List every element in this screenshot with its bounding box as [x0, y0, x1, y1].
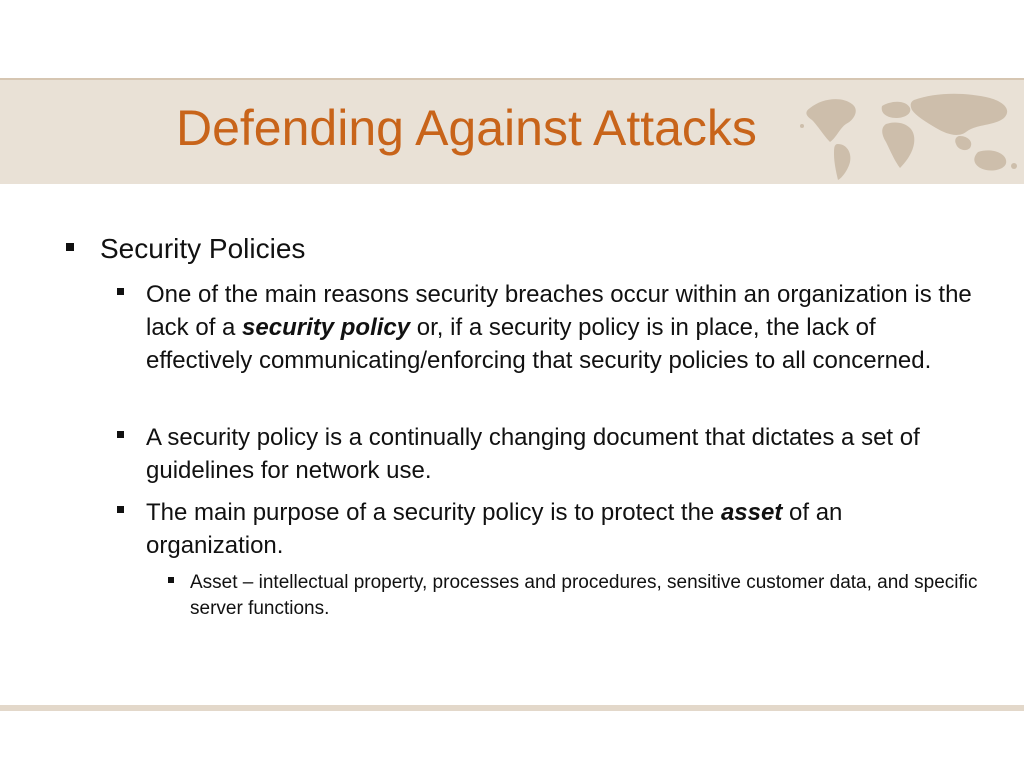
square-bullet-icon — [66, 243, 74, 251]
point-3-before: The main purpose of a security policy is to protect the — [146, 499, 721, 526]
bullet-point-3 — [146, 496, 981, 562]
bullet-point-1 — [146, 278, 981, 377]
point-1-after: or, if a security policy is in place, the lack of effectively communicating/enforcing that security policies to all concerned. — [146, 314, 932, 374]
point-3-emphasis: asset — [720, 499, 783, 526]
heading-text: Security Policies — [100, 233, 306, 264]
square-bullet-icon — [117, 431, 124, 438]
bullet-heading — [100, 232, 305, 266]
sub-bullet-asset — [190, 570, 980, 622]
square-bullet-icon — [117, 288, 124, 295]
bullet-point-2 — [146, 421, 981, 487]
point-2-text: A security policy is a continually changing document that dictates a set of guidelines for network use. — [146, 424, 920, 484]
slide-title: Defending Against Attacks — [176, 100, 757, 156]
point-1-before: One of the main reasons security breaches occur within an organization is the lack of a — [146, 281, 972, 341]
point-1-emphasis: security policy — [242, 314, 411, 341]
bottom-rule — [0, 705, 1024, 711]
world-map-icon — [790, 86, 1024, 182]
square-bullet-icon — [117, 506, 124, 513]
sub-point-text: Asset – intellectual property, processes and procedures, sensitive customer data, and specific server functions. — [190, 572, 978, 619]
point-3-after: of an organization. — [146, 499, 843, 559]
square-bullet-icon — [168, 577, 174, 583]
